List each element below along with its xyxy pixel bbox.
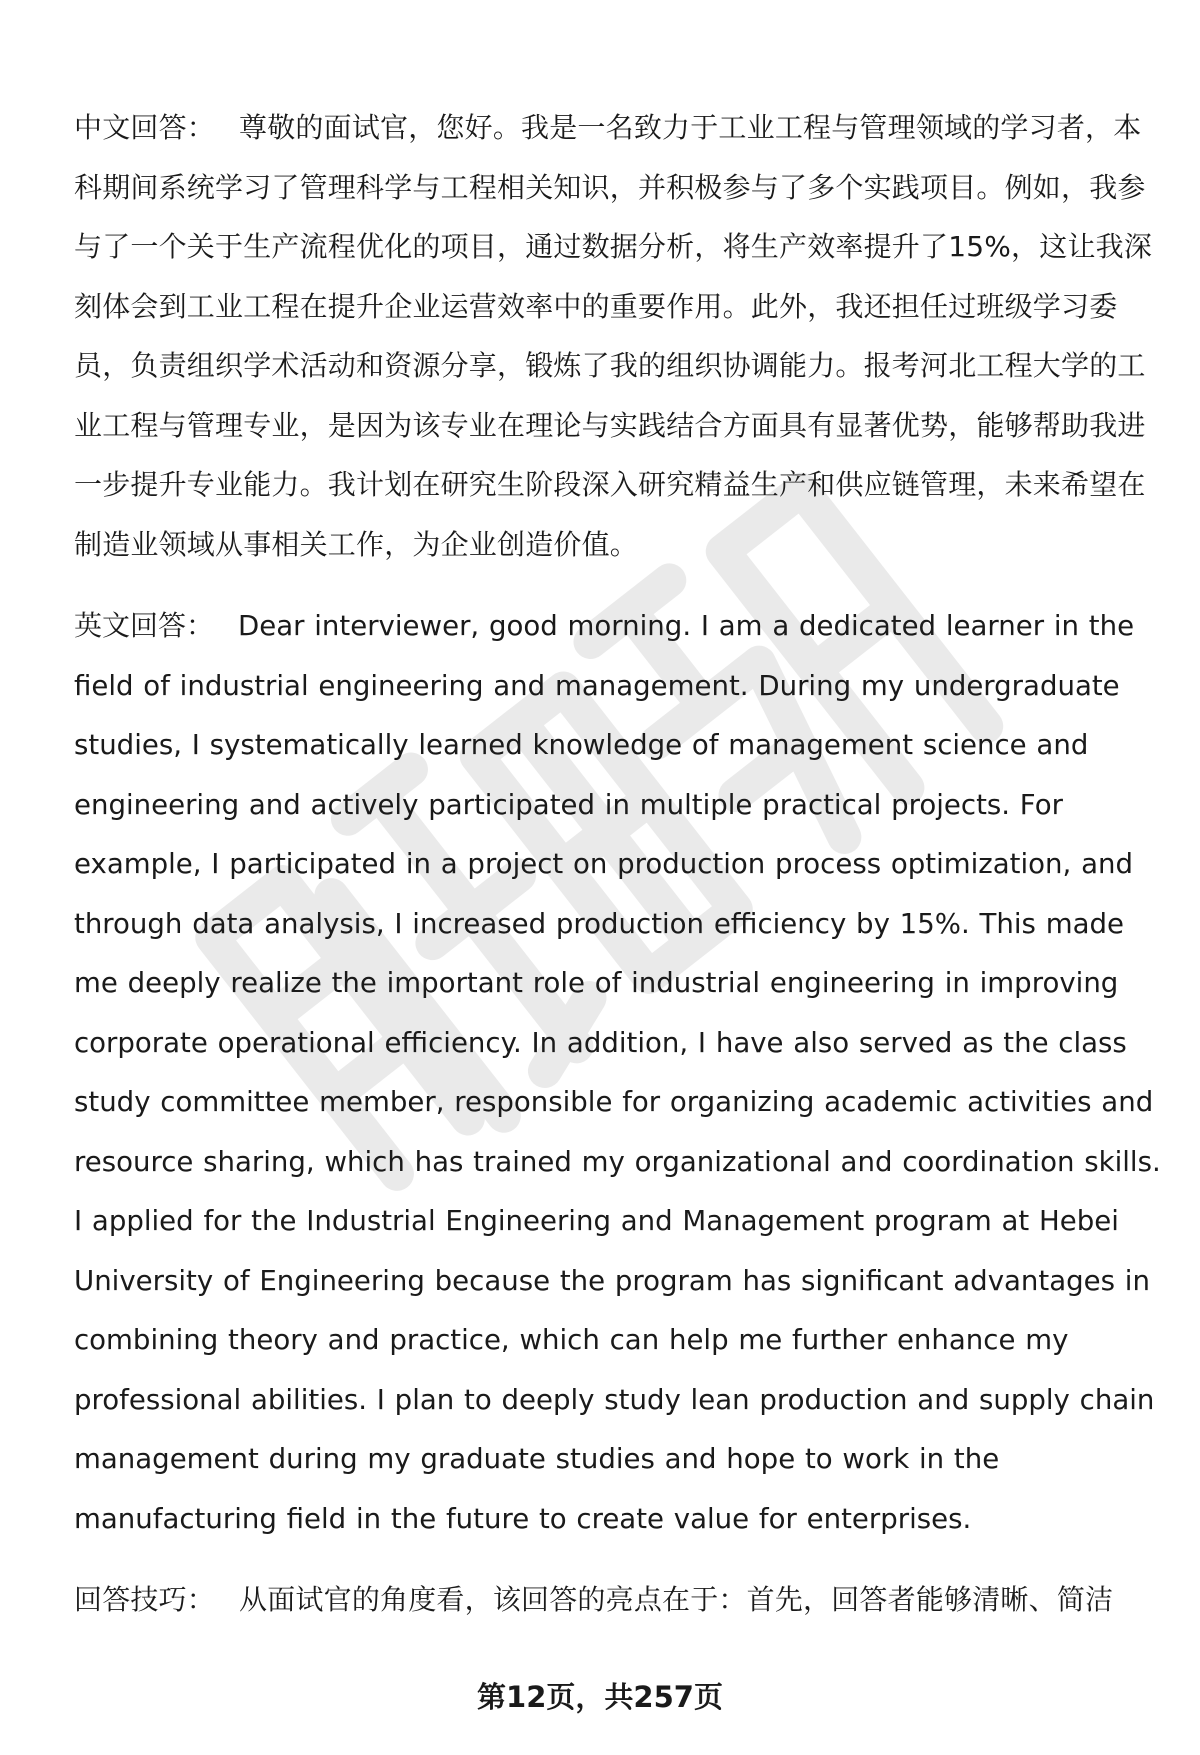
english-answer-label: 英文回答： bbox=[74, 609, 215, 642]
chinese-answer-text: 尊敬的面试官，您好。我是一名致力于工业工程与管理领域的学习者，本科期间系统学习了管理科学与工程相关知识，并积极参与了多个实践项目。例如，我参与了一个关于生产流程优化的项目，通过数据分析，将生产效率提升了15%，这让我深刻体会到工业工程在提升企业运营效率中的重要作用。此外，我还担任过班级学习委员，负责组织学术活动和资源分享，锻炼了我的组织协调能力。报考河北工程大学的工业工程与管理专业，是因为该专业在理论与实践结合方面具有显著优势，能够帮助我进一步提升专业能力。我计划在研究生阶段深入研究精益生产和供应链管理，未来希望在制造业领域从事相关工作，为企业创造价值。 bbox=[74, 111, 1153, 561]
page-number-footer: 第12页，共257页 bbox=[477, 1680, 723, 1714]
chinese-answer-paragraph bbox=[74, 98, 1164, 574]
english-answer-paragraph bbox=[74, 596, 1164, 1548]
answer-tips-paragraph bbox=[74, 1570, 1164, 1630]
answer-tips-text: 从面试官的角度看，该回答的亮点在于：首先，回答者能够清晰、简洁 bbox=[239, 1583, 1114, 1616]
document-body bbox=[74, 98, 1164, 1652]
english-answer-text: Dear interviewer, good morning. I am a dedicated learner in the field of industrial engineering and management. During my undergraduate studies, I systematically learned knowledge of management science and engineering and actively participated in multiple practical projects. For example, I participated in a project on production process optimization, and through data analysis, I increased production efficiency by 15%. This made me deeply realize the important role of industrial engineering in improving corporate operational efficiency. In addition, I have also served as the class study committee member, responsible for organizing academic activities and resource sharing, which has trained my organizational and coordination skills. I applied for the Industrial Engineering and Management program at Hebei University of Engineering because the program has significant advantages in combining theory and practice, which can help me further enhance my professional abilities. I plan to deeply study lean production and supply chain management during my graduate studies and hope to work in the manufacturing field in the future to create value for enterprises. bbox=[74, 609, 1161, 1535]
chinese-answer-label: 中文回答： bbox=[74, 111, 216, 144]
answer-tips-label: 回答技巧： bbox=[74, 1583, 216, 1616]
